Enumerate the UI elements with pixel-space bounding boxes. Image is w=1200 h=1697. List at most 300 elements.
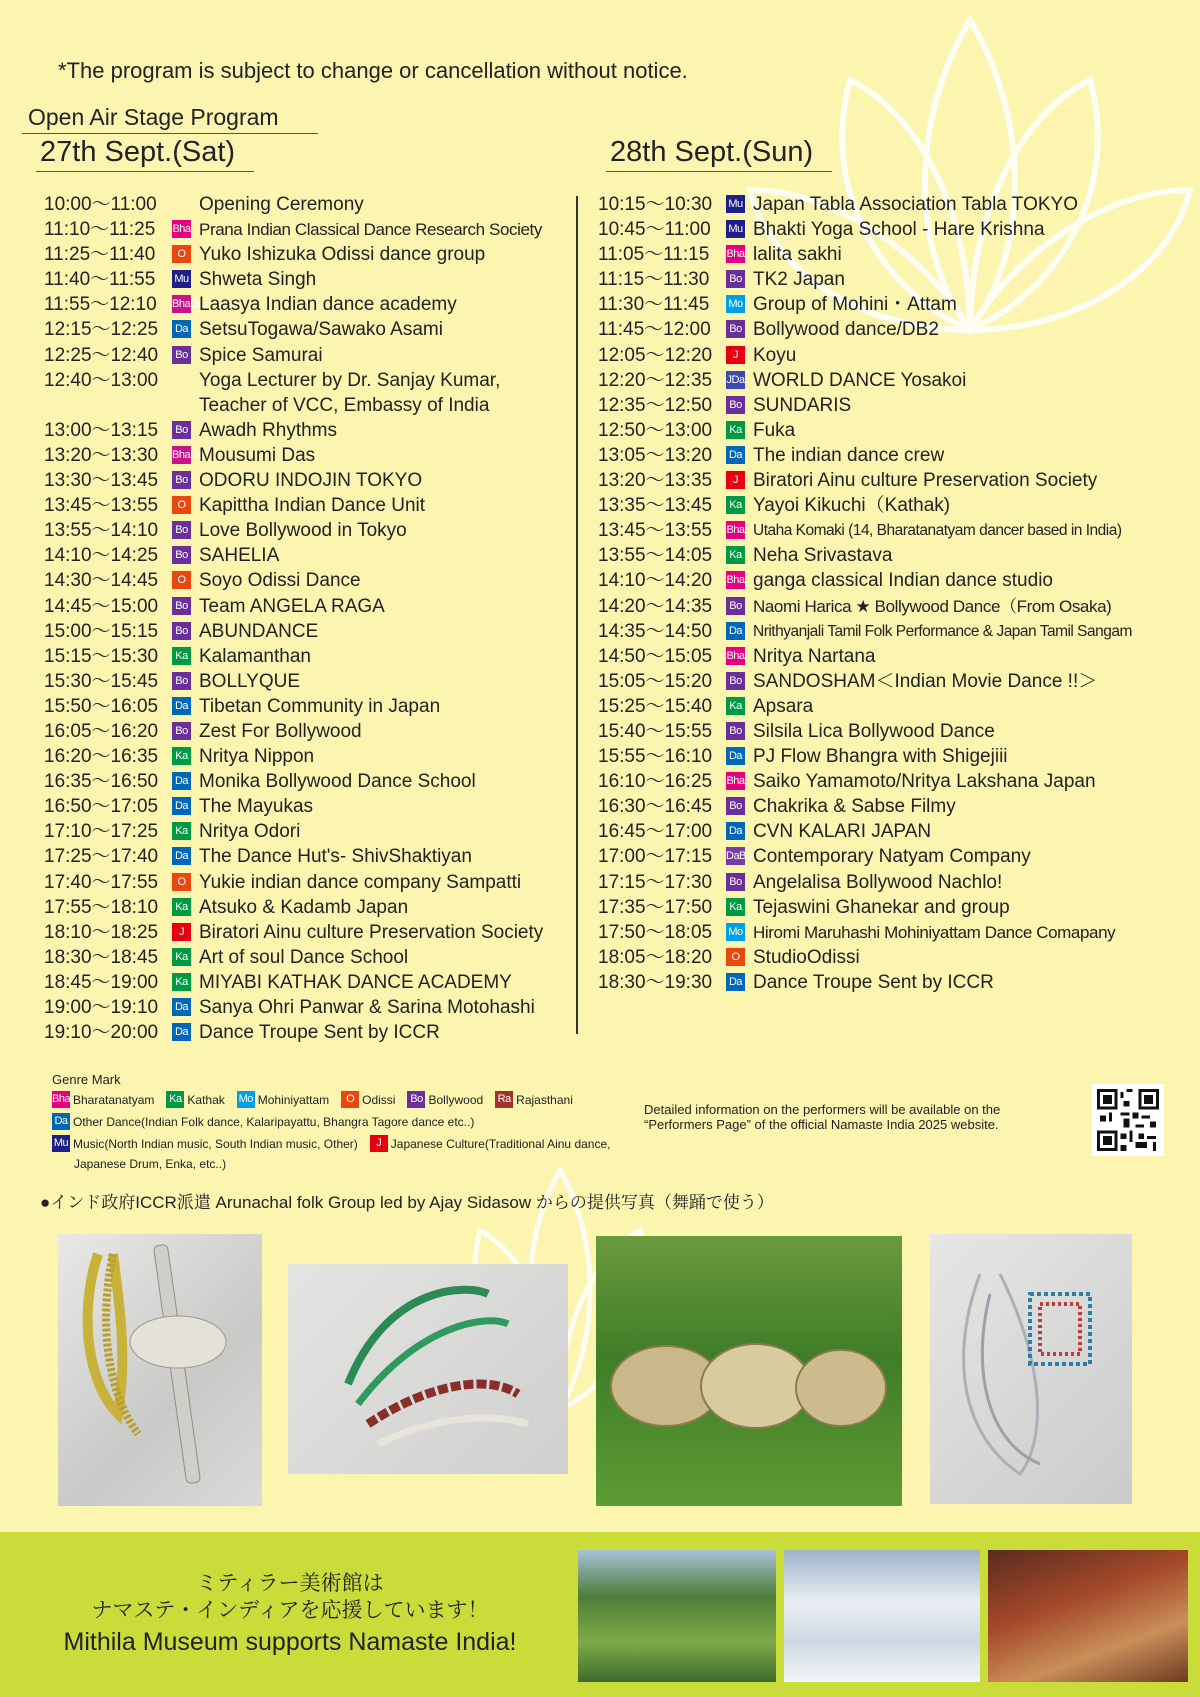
schedule-row <box>44 945 574 970</box>
time-slot: 19:00～19:10 <box>44 997 159 1018</box>
legend-item <box>341 1091 395 1108</box>
day1-schedule <box>44 192 574 1045</box>
performer-name: Laasya Indian dance academy <box>199 294 457 316</box>
time-slot: 10:15～10:30 <box>598 194 713 215</box>
legend-item <box>52 1091 154 1108</box>
column-divider <box>576 196 578 1034</box>
genre-badge-icon: Ka <box>172 948 191 966</box>
performer-name: Opening Ceremony <box>199 194 364 215</box>
legend-row <box>52 1113 652 1130</box>
performer-name: Nrithyanjali Tamil Folk Performance & Japan Tamil Sangam <box>753 622 1132 640</box>
performer-name: Nritya Nippon <box>199 746 315 768</box>
time-slot: 13:45～13:55 <box>44 495 159 517</box>
time-slot: 13:55～14:05 <box>598 545 713 567</box>
schedule-row <box>44 844 574 869</box>
performer-name: Prana Indian Classical Dance Research Society <box>199 220 542 240</box>
time-slot: 12:25～12:40 <box>44 344 159 366</box>
performer-name: Bollywood dance/DB2 <box>753 319 939 341</box>
performer-name: Dance Troupe Sent by ICCR <box>753 971 994 993</box>
time-slot: 16:45～17:00 <box>598 821 713 843</box>
footer-photo-rice-terraces <box>578 1550 776 1682</box>
schedule-row <box>44 343 574 368</box>
photo-woven-baskets <box>596 1236 902 1506</box>
schedule-row <box>598 292 1158 317</box>
time-slot: 12:05～12:20 <box>598 344 713 366</box>
schedule-row <box>598 870 1158 895</box>
footer-jp-line1: ミティラー美術館は <box>196 1572 384 1595</box>
genre-badge-icon: Da <box>726 973 745 991</box>
schedule-row <box>44 719 574 744</box>
genre-badge-icon: Ka <box>172 747 191 765</box>
genre-badge-icon: Bo <box>726 722 745 740</box>
performer-name: The indian dance crew <box>753 444 945 466</box>
performer-name: Love Bollywood in Tokyo <box>199 520 407 542</box>
schedule-row <box>44 819 574 844</box>
genre-badge-icon: Da <box>726 747 745 765</box>
time-slot: 13:55～14:10 <box>44 520 159 542</box>
performer-name: Silsila Lica Bollywood Dance <box>753 720 995 742</box>
schedule-row <box>598 368 1158 393</box>
schedule-row <box>598 619 1158 644</box>
schedule-row <box>44 970 574 995</box>
performer-name: Fuka <box>753 419 796 441</box>
detail-line: Detailed information on the performers will be available on the <box>644 1102 1001 1117</box>
time-slot: 17:35～17:50 <box>598 896 713 918</box>
schedule-row <box>44 694 574 719</box>
performer-name: Chakrika & Sabse Filmy <box>753 796 956 818</box>
time-slot: 16:20～16:35 <box>44 746 159 768</box>
genre-badge-icon: Bha <box>726 245 745 263</box>
performer-name: Utaha Komaki (14, Bharatanatyam dancer based in India) <box>753 522 1122 540</box>
schedule-row <box>598 568 1158 593</box>
genre-badge-icon: Bo <box>172 346 191 364</box>
genre-badge-icon: J <box>726 471 745 489</box>
performer-name: Yoga Lecturer by Dr. Sanjay Kumar, <box>199 369 501 391</box>
time-slot: 17:50～18:05 <box>598 921 713 943</box>
genre-badge-icon: Mu <box>726 220 745 238</box>
time-slot: 17:25～17:40 <box>44 846 159 868</box>
schedule-row <box>598 518 1158 543</box>
performer-name: lalita sakhi <box>753 244 842 266</box>
footer-en-line: Mithila Museum supports Namaste India! <box>63 1628 517 1656</box>
performer-name: Kalamanthan <box>199 645 311 667</box>
time-slot: 14:30～14:45 <box>44 570 159 592</box>
genre-badge-icon: Mo <box>237 1091 255 1108</box>
genre-badge-icon: Da <box>172 1023 191 1041</box>
genre-badge-icon: Mo <box>726 923 745 941</box>
footer-photo-museum-interior <box>988 1550 1188 1682</box>
performer-name: ganga classical Indian dance studio <box>753 570 1053 592</box>
time-slot: 15:50～16:05 <box>44 695 159 717</box>
footer-jp-line2: ナマステ・インディアを応援しています！ <box>91 1599 489 1622</box>
time-slot: 11:05～11:15 <box>598 244 710 266</box>
performer-name: Hiromi Maruhashi Mohiniyattam Dance Comapany <box>753 922 1116 942</box>
genre-badge-icon: Bha <box>726 647 745 665</box>
genre-badge-icon: Bo <box>726 320 745 338</box>
performer-name: Biratori Ainu culture Preservation Society <box>753 470 1098 492</box>
schedule-row <box>44 267 574 292</box>
time-slot: 19:10～20:00 <box>44 1022 159 1044</box>
genre-badge-icon: Ka <box>172 898 191 916</box>
time-slot: 15:00～15:15 <box>44 620 159 642</box>
genre-badge-icon: Ka <box>726 697 745 715</box>
genre-badge-icon: Ka <box>166 1091 184 1108</box>
performer-name: SetsuTogawa/Sawako Asami <box>199 319 443 341</box>
time-slot: 17:10～17:25 <box>44 821 159 843</box>
performer-name: Japan Tabla Association Tabla TOKYO <box>753 194 1078 215</box>
schedule-row <box>598 594 1158 619</box>
legend-item <box>52 1135 358 1152</box>
schedule-row <box>598 694 1158 719</box>
schedule-row <box>598 744 1158 769</box>
legend-title: Genre Mark <box>52 1072 121 1087</box>
genre-badge-icon: Bha <box>726 521 745 539</box>
time-slot: 16:30～16:45 <box>598 796 713 818</box>
performer-name: SAHELIA <box>199 545 280 567</box>
genre-badge-icon: Bo <box>726 873 745 891</box>
schedule-row <box>598 719 1158 744</box>
time-slot: 15:05～15:20 <box>598 670 713 692</box>
performer-name: Contemporary Natyam Company <box>753 846 1031 868</box>
time-slot: 13:35～13:45 <box>598 495 713 517</box>
performer-name: Teacher of VCC, Embassy of India <box>199 394 490 416</box>
genre-badge-icon: Ka <box>726 898 745 916</box>
time-slot: 17:40～17:55 <box>44 871 159 893</box>
performer-name: Dance Troupe Sent by ICCR <box>199 1022 440 1044</box>
genre-badge-icon: Ka <box>172 822 191 840</box>
schedule-row <box>598 669 1158 694</box>
schedule-row <box>44 594 574 619</box>
schedule-row <box>598 393 1158 418</box>
schedule-row <box>598 970 1158 995</box>
performer-name: Nritya Nartana <box>753 645 876 667</box>
day2-schedule <box>598 192 1158 995</box>
genre-badge-icon: Da <box>172 797 191 815</box>
genre-badge-icon: BhaDa <box>172 295 191 313</box>
footer-photo-snow-landscape <box>784 1550 980 1682</box>
time-slot: 10:00～11:00 <box>44 194 157 215</box>
schedule-row <box>598 267 1158 292</box>
performer-name: Soyo Odissi Dance <box>199 570 361 592</box>
schedule-row <box>44 794 574 819</box>
schedule-row <box>44 468 574 493</box>
time-slot: 11:25～11:40 <box>44 244 156 266</box>
performer-name: StudioOdissi <box>753 946 860 968</box>
schedule-row <box>598 543 1158 568</box>
schedule-row <box>44 368 574 393</box>
genre-badge-icon: Da <box>172 697 191 715</box>
performer-name: Apsara <box>753 695 814 717</box>
genre-badge-icon: Ra <box>495 1091 513 1108</box>
performer-name: Nritya Odori <box>199 821 301 843</box>
genre-badge-icon: Bo <box>407 1091 425 1108</box>
performer-name: Zest For Bollywood <box>199 720 362 742</box>
genre-badge-icon: Bo <box>172 471 191 489</box>
performer-name: Kapittha Indian Dance Unit <box>199 495 426 517</box>
schedule-row <box>598 418 1158 443</box>
time-slot: 13:20～13:30 <box>44 444 159 466</box>
footer-message <box>50 1570 530 1657</box>
performer-name: Neha Srivastava <box>753 545 893 567</box>
genre-badge-icon: Bo <box>726 270 745 288</box>
schedule-row <box>598 443 1158 468</box>
time-slot: 18:30～19:30 <box>598 971 713 993</box>
legend-label: Bharatanatyam <box>73 1092 155 1107</box>
time-slot: 15:15～15:30 <box>44 645 159 667</box>
performer-name: PJ Flow Bhangra with Shigejiii <box>753 746 1008 768</box>
performer-name: Shweta Singh <box>199 269 317 291</box>
performer-name: Spice Samurai <box>199 344 323 366</box>
performer-name: Yayoi Kikuchi（Kathak) <box>753 495 951 517</box>
legend-row <box>52 1091 652 1108</box>
schedule-row <box>44 317 574 342</box>
genre-badge-icon: Bo <box>172 672 191 690</box>
genre-badge-icon: Da <box>172 998 191 1016</box>
schedule-row <box>44 443 574 468</box>
legend-item <box>237 1091 329 1108</box>
time-slot: 15:40～15:55 <box>598 720 713 742</box>
genre-badge-icon: J <box>172 923 191 941</box>
schedule-row <box>598 242 1158 267</box>
schedule-row <box>44 895 574 920</box>
schedule-row <box>598 819 1158 844</box>
time-slot: 11:10～11:25 <box>44 219 156 241</box>
performer-name: Yukie indian dance company Sampatti <box>199 871 522 893</box>
time-slot: 14:10～14:25 <box>44 545 159 567</box>
schedule-row <box>44 493 574 518</box>
photo-beaded-necklaces <box>288 1264 568 1474</box>
schedule-row <box>44 242 574 267</box>
performer-name: Group of Mohini・Attam <box>753 294 957 316</box>
time-slot: 14:20～14:35 <box>598 595 713 617</box>
performer-name: Saiko Yamamoto/Nritya Lakshana Japan <box>753 771 1096 793</box>
genre-badge-icon <box>172 371 191 389</box>
legend-label: Bollywood <box>428 1092 484 1107</box>
performer-name: Mousumi Das <box>199 444 316 466</box>
time-slot: 17:15～17:30 <box>598 871 713 893</box>
performer-name: Biratori Ainu culture Preservation Society <box>199 921 544 943</box>
genre-badge-icon <box>172 396 191 414</box>
genre-badge-icon: Da <box>726 822 745 840</box>
genre-badge-icon: Mu <box>52 1135 70 1152</box>
genre-badge-icon: Ka <box>172 647 191 665</box>
genre-badge-icon: Bha <box>52 1091 70 1108</box>
genre-badge-icon <box>172 195 191 213</box>
schedule-row <box>44 568 574 593</box>
time-slot: 10:45～11:00 <box>598 219 711 241</box>
schedule-row <box>598 192 1158 217</box>
time-slot: 16:10～16:25 <box>598 771 713 793</box>
genre-badge-icon: Mo <box>726 295 745 313</box>
genre-badge-icon: Bo <box>726 797 745 815</box>
genre-badge-icon: O <box>172 873 191 891</box>
schedule-row <box>598 493 1158 518</box>
genre-legend <box>52 1072 652 1171</box>
time-slot: 13:20～13:35 <box>598 470 713 492</box>
time-slot: 12:15～12:25 <box>44 319 159 341</box>
time-slot: 16:35～16:50 <box>44 771 159 793</box>
genre-badge-icon: O <box>726 948 745 966</box>
genre-badge-icon: Bo <box>172 421 191 439</box>
time-slot: 11:15～11:30 <box>598 269 710 291</box>
genre-badge-icon: DaBo <box>726 847 745 865</box>
performer-name: Tejaswini Ghanekar and group <box>753 896 1010 918</box>
performer-name: Team ANGELA RAGA <box>199 595 385 617</box>
genre-badge-icon: Bo <box>172 546 191 564</box>
genre-badge-icon: BhaDa <box>172 446 191 464</box>
schedule-row <box>598 844 1158 869</box>
performer-name: SANDOSHAM＜Indian Movie Dance !!＞ <box>753 670 1098 692</box>
schedule-row <box>598 920 1158 945</box>
genre-badge-icon: Da <box>52 1113 70 1130</box>
genre-badge-icon: O <box>172 245 191 263</box>
performer-name: Monika Bollywood Dance School <box>199 771 476 793</box>
legend-row <box>52 1135 652 1152</box>
schedule-row <box>44 393 574 418</box>
legend-label: Mohiniyattam <box>257 1092 330 1107</box>
time-slot: 13:00～13:15 <box>44 419 159 441</box>
genre-badge-icon: JDa <box>726 371 745 389</box>
day1-title: 27th Sept.(Sat) <box>36 136 254 172</box>
time-slot: 14:45～15:00 <box>44 595 159 617</box>
schedule-row <box>598 468 1158 493</box>
time-slot: 11:40～11:55 <box>44 269 156 291</box>
genre-badge-icon: Bo <box>726 672 745 690</box>
schedule-row <box>44 995 574 1020</box>
schedule-row <box>44 418 574 443</box>
schedule-row <box>598 343 1158 368</box>
schedule-row <box>44 920 574 945</box>
performer-name: Sanya Ohri Panwar & Sarina Motohashi <box>199 997 535 1018</box>
time-slot: 14:10～14:20 <box>598 570 713 592</box>
time-slot: 12:35～12:50 <box>598 394 713 416</box>
time-slot: 13:05～13:20 <box>598 444 713 466</box>
genre-badge-icon: Da <box>172 772 191 790</box>
time-slot: 18:10～18:25 <box>44 921 159 943</box>
performer-name: Awadh Rhythms <box>199 419 337 441</box>
genre-badge-icon: Da <box>172 320 191 338</box>
schedule-row <box>44 769 574 794</box>
genre-badge-icon: Bo <box>172 521 191 539</box>
genre-badge-icon: O <box>341 1091 359 1108</box>
performer-name: TK2 Japan <box>753 269 845 291</box>
performer-name: ODORU INDOJIN TOKYO <box>199 470 423 492</box>
qr-code[interactable] <box>1092 1084 1164 1156</box>
schedule-row <box>44 644 574 669</box>
time-slot: 13:30～13:45 <box>44 470 159 492</box>
time-slot: 16:50～17:05 <box>44 796 159 818</box>
genre-badge-icon: Bo <box>726 396 745 414</box>
legend-item <box>370 1135 611 1152</box>
legend-item <box>166 1091 224 1108</box>
genre-badge-icon: Bo <box>726 597 745 615</box>
genre-badge-icon: Ka <box>726 421 745 439</box>
schedule-row <box>598 945 1158 970</box>
performer-name: Angelalisa Bollywood Nachlo! <box>753 871 1003 893</box>
performer-name: WORLD DANCE Yosakoi <box>753 369 967 391</box>
performer-name: ABUNDANCE <box>199 620 319 642</box>
performer-name: The Mayukas <box>199 796 314 818</box>
schedule-row <box>44 870 574 895</box>
photo-caption: ●インド政府ICCR派遣 Arunachal folk Group led by Ajay Sidasow からの提供写真（舞踊で使う） <box>40 1193 774 1212</box>
genre-badge-icon: Mu <box>172 270 191 288</box>
schedule-row <box>44 1020 574 1045</box>
time-slot: 12:50～13:00 <box>598 419 713 441</box>
genre-badge-icon: Ka <box>726 496 745 514</box>
legend-label: Kathak <box>187 1092 225 1107</box>
stage-title: Open Air Stage Program <box>22 104 318 134</box>
schedule-row <box>44 619 574 644</box>
legend-label: Other Dance(Indian Folk dance, Kalaripayattu, Bhangra Tagore dance etc..) <box>73 1114 475 1129</box>
legend-item <box>52 1113 474 1130</box>
performer-name: Naomi Harica ★ Bollywood Dance（From Osaka) <box>753 596 1112 616</box>
genre-badge-icon: J <box>370 1135 388 1152</box>
schedule-row <box>44 292 574 317</box>
time-slot: 17:55～18:10 <box>44 896 159 918</box>
schedule-row <box>44 744 574 769</box>
time-slot: 18:45～19:00 <box>44 971 159 993</box>
time-slot: 17:00～17:15 <box>598 846 713 868</box>
photo-silver-necklaces <box>930 1234 1132 1504</box>
genre-badge-icon: O <box>172 571 191 589</box>
time-slot: 18:05～18:20 <box>598 946 713 968</box>
schedule-row <box>44 192 574 217</box>
legend-label: Rajasthani <box>516 1092 573 1107</box>
genre-badge-icon: Mu <box>726 195 745 213</box>
performers-detail-note <box>644 1102 1084 1132</box>
performer-name: Tibetan Community in Japan <box>199 695 441 717</box>
genre-badge-icon: Bo <box>172 722 191 740</box>
day2-title: 28th Sept.(Sun) <box>606 136 832 172</box>
time-slot: 15:30～15:45 <box>44 670 159 692</box>
time-slot: 11:30～11:45 <box>598 294 710 316</box>
performer-name: BOLLYQUE <box>199 670 301 692</box>
legend-label: Music(North Indian music, South Indian music, Other) <box>73 1136 358 1151</box>
performer-name: Bhakti Yoga School - Hare Krishna <box>753 219 1045 241</box>
schedule-row <box>44 217 574 242</box>
performer-name: The Dance Hut's- ShivShaktiyan <box>199 846 472 868</box>
genre-badge-icon: Ka <box>726 546 745 564</box>
schedule-row <box>598 217 1158 242</box>
performer-name: Art of soul Dance School <box>199 946 409 968</box>
performer-name: SUNDARIS <box>753 394 852 416</box>
schedule-row <box>598 769 1158 794</box>
time-slot: 18:30～18:45 <box>44 946 159 968</box>
time-slot: 12:20～12:35 <box>598 369 713 391</box>
time-slot: 13:45～13:55 <box>598 520 713 542</box>
genre-badge-icon: Bo <box>172 597 191 615</box>
genre-badge-icon: Ka <box>172 973 191 991</box>
legend-item <box>495 1091 573 1108</box>
time-slot: 12:40～13:00 <box>44 369 159 391</box>
schedule-row <box>598 895 1158 920</box>
time-slot: 11:45～12:00 <box>598 319 711 341</box>
genre-badge-icon: J <box>726 346 745 364</box>
genre-badge-icon: Bha <box>726 571 745 589</box>
performer-name: MIYABI KATHAK DANCE ACADEMY <box>199 971 512 993</box>
performer-name: Koyu <box>753 344 797 366</box>
genre-badge-icon: Da <box>726 446 745 464</box>
time-slot: 15:55～16:10 <box>598 746 713 768</box>
time-slot: 14:35～14:50 <box>598 620 713 642</box>
photo-necklace-and-sword <box>58 1234 262 1506</box>
program-notice: *The program is subject to change or cancellation without notice. <box>58 58 688 83</box>
performer-name: Atsuko & Kadamb Japan <box>199 896 409 918</box>
genre-badge-icon: Bha <box>726 772 745 790</box>
time-slot: 14:50～15:05 <box>598 645 713 667</box>
detail-line: “Performers Page” of the official Namaste India 2025 website. <box>644 1117 999 1132</box>
time-slot: 15:25～15:40 <box>598 695 713 717</box>
